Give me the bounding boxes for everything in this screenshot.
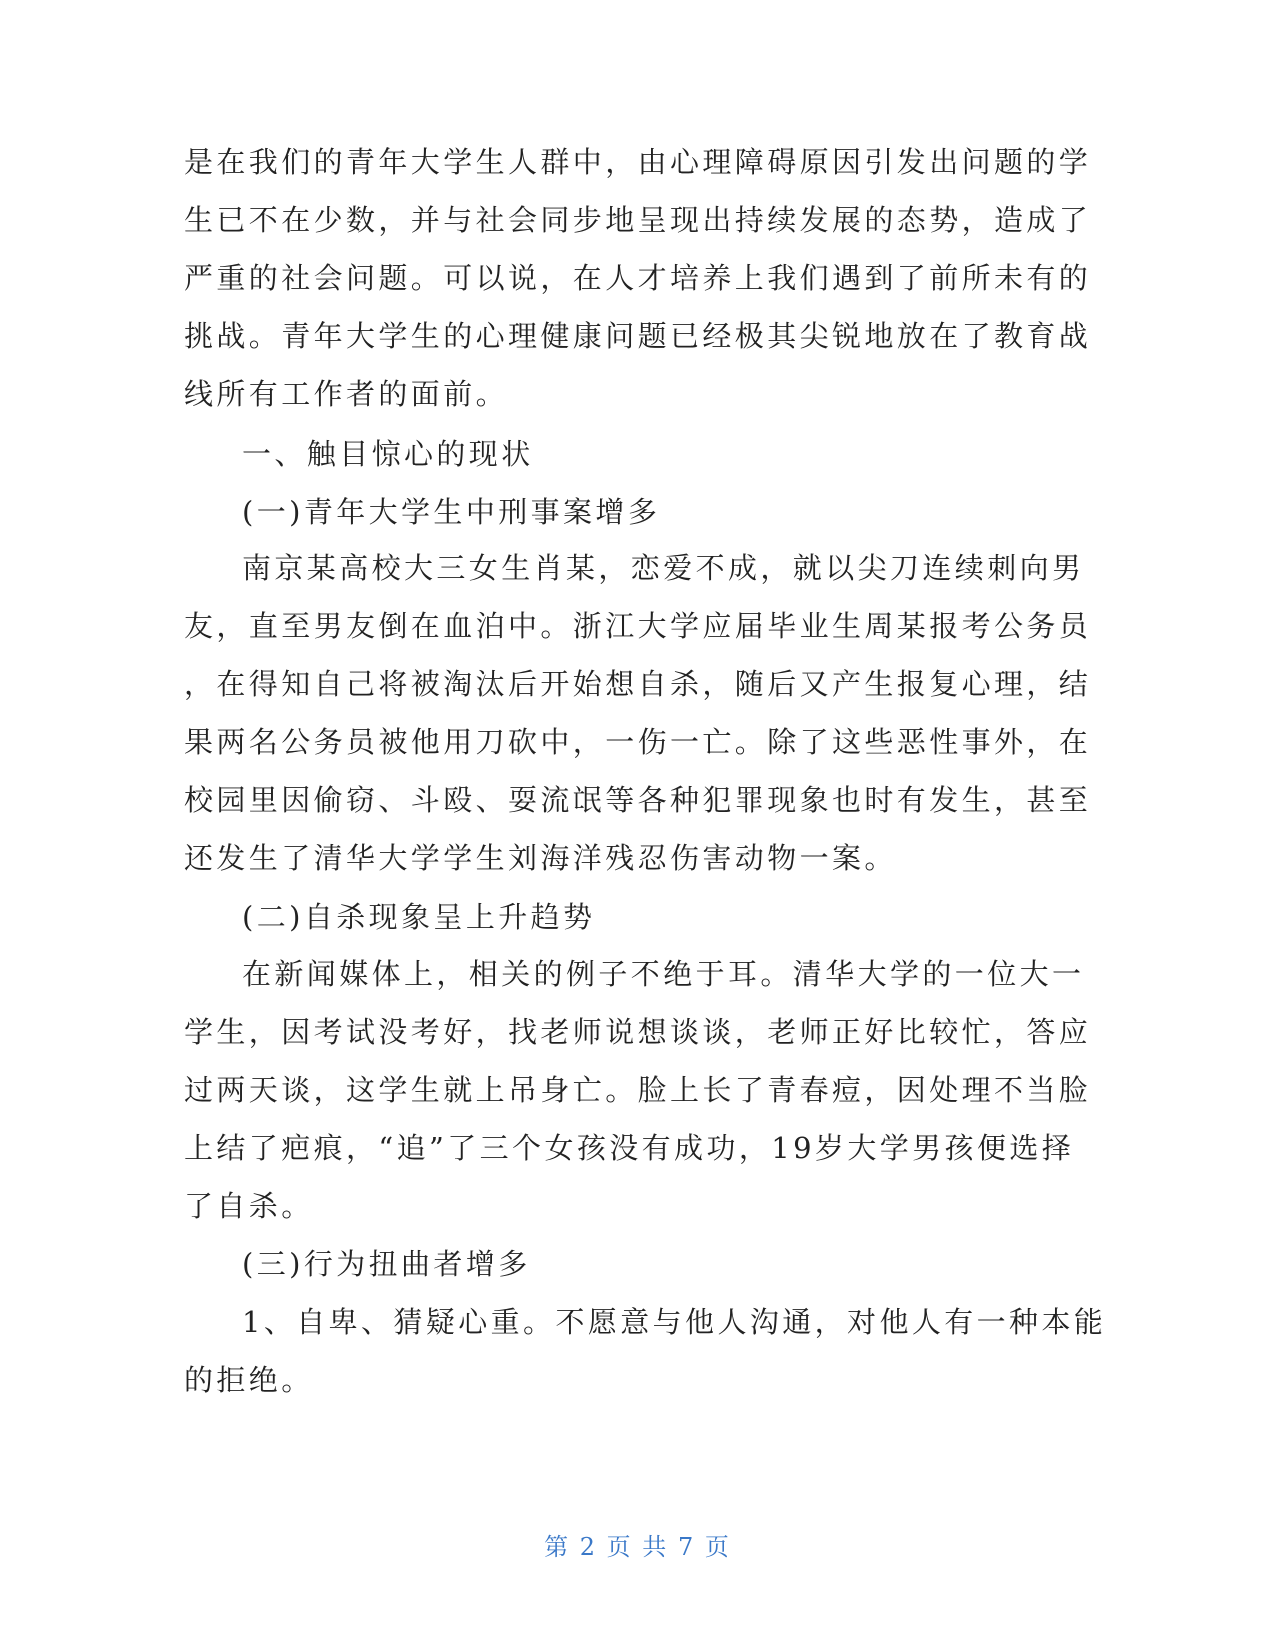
page-footer — [0, 1531, 1275, 1563]
text-line: 是在我们的青年大学生人群中，由心理障碍原因引发出问题的学 — [184, 145, 1092, 179]
subsection-heading: (三)行为扭曲者增多 — [242, 1247, 531, 1281]
text-line: 果两名公务员被他用刀砍中，一伤一亡。除了这些恶性事外，在 — [184, 725, 1092, 759]
total-pages-number: 7 — [677, 1533, 696, 1561]
text-line: 线所有工作者的面前。 — [184, 377, 509, 411]
text-line: 挑战。青年大学生的心理健康问题已经极其尖锐地放在了教育战 — [184, 319, 1092, 353]
text-line: 过两天谈，这学生就上吊身亡。脸上长了青春痘，因处理不当脸 — [184, 1073, 1092, 1107]
text-line: 1、自卑、猜疑心重。不愿意与他人沟通，对他人有一种本能 — [242, 1305, 1107, 1339]
text-line: 校园里因偷窃、斗殴、耍流氓等各种犯罪现象也时有发生，甚至 — [184, 783, 1092, 817]
text-line: 上结了疤痕，“追”了三个女孩没有成功，19岁大学男孩便选择 — [184, 1131, 1075, 1165]
footer-middle: 页 共 — [606, 1533, 669, 1561]
footer-prefix: 第 — [544, 1533, 571, 1561]
text-line: 还发生了清华大学学生刘海洋残忍伤害动物一案。 — [184, 841, 897, 875]
text-line: 的拒绝。 — [184, 1363, 314, 1397]
text-line: ，在得知自己将被淘汰后开始想自杀，随后又产生报复心理，结 — [184, 667, 1092, 701]
text-line: 学生，因考试没考好，找老师说想谈谈，老师正好比较忙，答应 — [184, 1015, 1092, 1049]
text-line: 南京某高校大三女生肖某，恋爱不成，就以尖刀连续刺向男 — [242, 551, 1085, 585]
text-line: 严重的社会问题。可以说，在人才培养上我们遇到了前所未有的 — [184, 261, 1092, 295]
text-line: 了自杀。 — [184, 1189, 314, 1223]
subsection-heading: (二)自杀现象呈上升趋势 — [242, 900, 596, 934]
subsection-heading: (一)青年大学生中刑事案增多 — [242, 495, 661, 529]
footer-suffix: 页 — [704, 1533, 731, 1561]
text-line: 友，直至男友倒在血泊中。浙江大学应届毕业生周某报考公务员 — [184, 609, 1092, 643]
current-page-number: 2 — [579, 1533, 598, 1561]
section-heading: 一、触目惊心的现状 — [242, 437, 534, 471]
text-line: 生已不在少数，并与社会同步地呈现出持续发展的态势，造成了 — [184, 203, 1092, 237]
text-line: 在新闻媒体上，相关的例子不绝于耳。清华大学的一位大一 — [242, 957, 1085, 991]
